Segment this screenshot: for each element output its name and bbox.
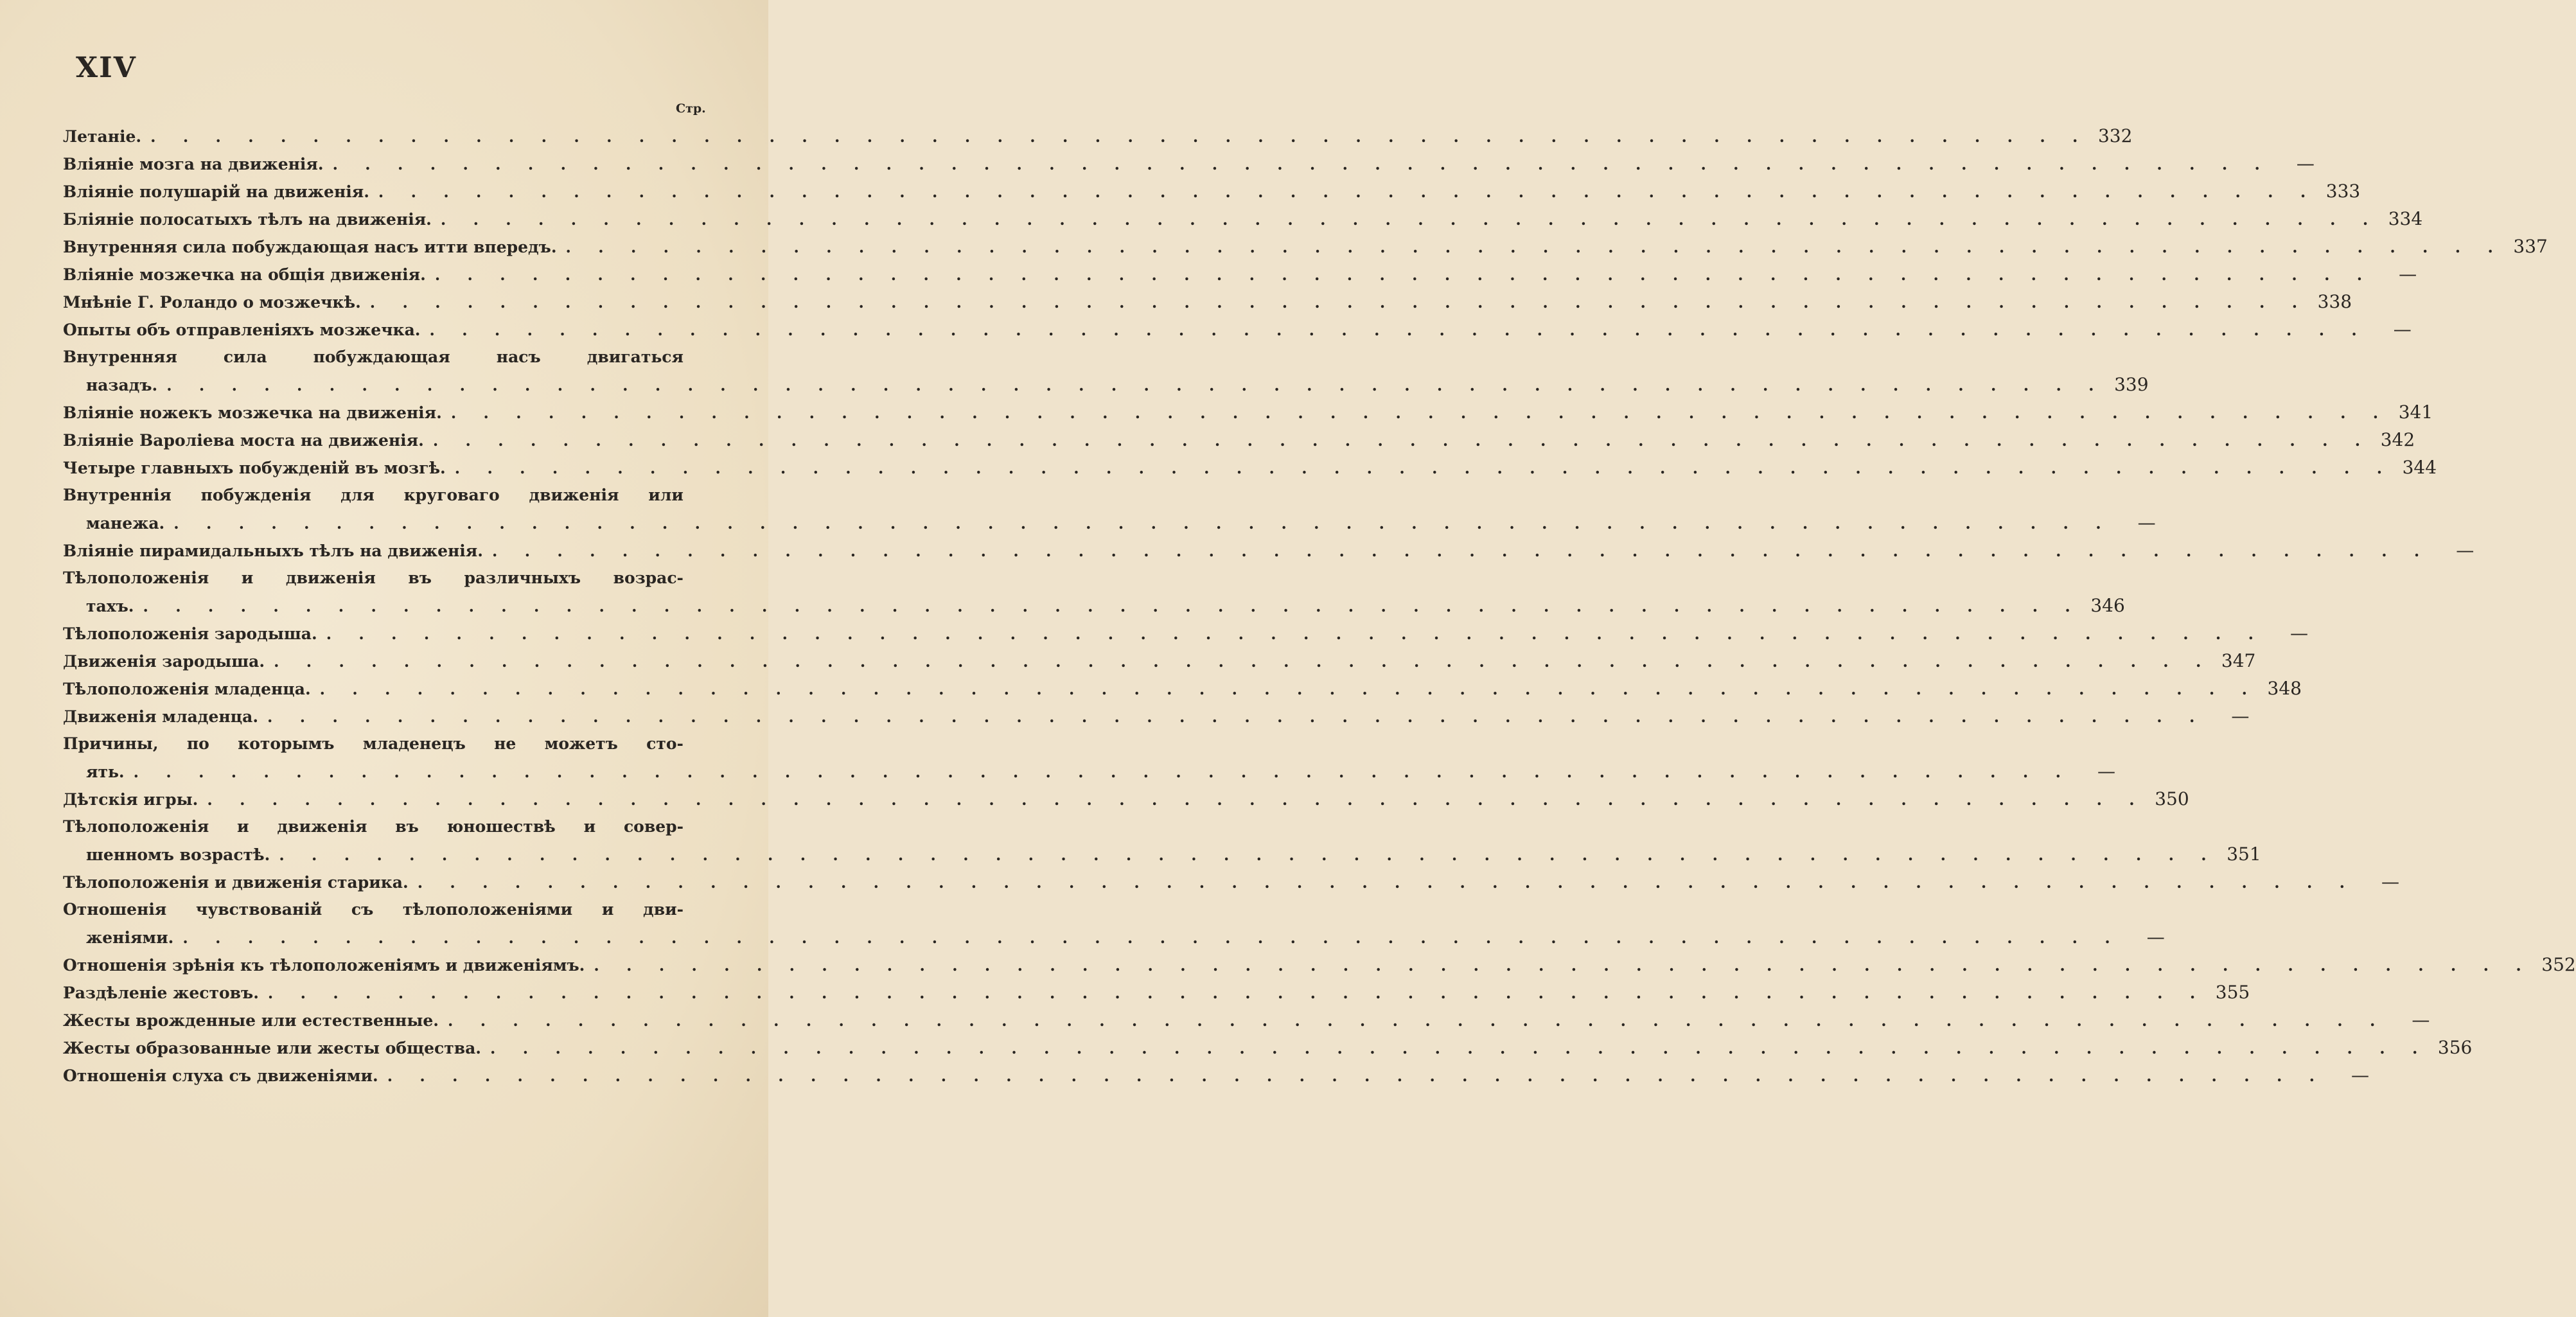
toc-entry-line [63, 868, 2400, 896]
toc-entry [63, 896, 2165, 951]
toc-entry-line [63, 343, 721, 371]
toc-entry [63, 233, 2548, 260]
toc-entry-word: и [601, 900, 614, 919]
toc-entry-line [63, 592, 2125, 619]
toc-page-number: 356 [2437, 1037, 2473, 1058]
toc-page-number: — [2399, 263, 2417, 285]
toc-entry-word: которымъ [238, 734, 335, 753]
toc-entry-title: Внутренняя сила побуждающая насъ итти впередъ. [63, 238, 557, 256]
toc-entry-title: Вліяніе мозга на движенія. [63, 155, 324, 173]
toc-entry-line [63, 951, 2576, 978]
toc-entry-line [63, 1061, 2370, 1089]
toc-entry-line [63, 426, 2415, 454]
toc-entry [63, 868, 2400, 896]
toc-entry-word: возрас- [613, 569, 684, 587]
toc-entry-line [63, 233, 2548, 260]
toc-entry-title: назадъ. [86, 376, 158, 394]
toc-entry-title: Опыты объ отправленіяхъ мозжечка. [63, 321, 421, 339]
toc-entry-line [63, 647, 2256, 675]
dot-leader: . . . . . . . . . . . . . . . . . . . . . . . . . . . . . . . . . . . . . . . . . . . . . . . . . . . . . . . . . . . . [440, 210, 2379, 229]
toc-entry-title: тахъ. [86, 597, 134, 615]
dot-leader: . . . . . . . . . . . . . . . . . . . . . . . . . . . . . . . . . . . . . . . . . . . . . . . . . . . . . . . . . . . . [448, 1011, 2386, 1030]
toc-entry [63, 398, 2433, 426]
toc-page-number: — [2231, 705, 2250, 727]
toc-entry-title: Движенія зародыша. [63, 652, 265, 671]
dot-leader: . . . . . . . . . . . . . . . . . . . . . . . . . . . . . . . . . . . . . . . . . . . . . . . . . . . . . . . . . . . . [143, 597, 2081, 615]
toc-entry-word: дви- [643, 900, 684, 919]
dot-leader: . . . . . . . . . . . . . . . . . . . . . . . . . . . . . . . . . . . . . . . . . . . . . . . . . . . . . . . . . . . . [319, 680, 2258, 698]
toc-entry-word: круговаго [403, 486, 500, 504]
toc-entry [63, 564, 2125, 619]
toc-entry [63, 702, 2250, 730]
toc-entry-title: Тѣлоположенія младенца. [63, 680, 311, 698]
page-number: XIV [76, 51, 137, 84]
toc-entry-line [63, 978, 2250, 1006]
toc-entry [63, 813, 2261, 868]
toc-page-number: — [2351, 1065, 2370, 1086]
toc-page-number: 348 [2267, 678, 2302, 699]
toc-entry-line [63, 205, 2423, 233]
toc-entry-line [63, 536, 2475, 564]
toc-entry-line [63, 840, 2261, 868]
toc-entry-word: движенія [277, 817, 367, 836]
dot-leader: . . . . . . . . . . . . . . . . . . . . . . . . . . . . . . . . . . . . . . . . . . . . . . . . . . . . . . . . . . . . [166, 376, 2105, 394]
toc-page-number: — [2146, 926, 2165, 948]
toc-entry-title: Вліяніе мозжечка на общія движенія. [63, 265, 426, 284]
toc-entry-word: по [186, 734, 209, 753]
toc-entry-title: Вліяніе полушарій на движенія. [63, 182, 369, 201]
toc-entry-word: въ [408, 569, 432, 587]
toc-entry-word: движенія [529, 486, 619, 504]
dot-leader: . . . . . . . . . . . . . . . . . . . . . . . . . . . . . . . . . . . . . . . . . . . . . . . . . . . . . . . . . . . . [274, 652, 2212, 671]
dot-leader: . . . . . . . . . . . . . . . . . . . . . . . . . . . . . . . . . . . . . . . . . . . . . . . . . . . . . . . . . . . . [133, 763, 2072, 781]
toc-entry-word: и [583, 817, 596, 836]
dot-leader: . . . . . . . . . . . . . . . . . . . . . . . . . . . . . . . . . . . . . . . . . . . . . . . . . . . . . . . . . . . . [267, 984, 2207, 1002]
toc-entry-title: Отношенія слуха съ движеніями. [63, 1066, 378, 1085]
toc-entry [63, 122, 2133, 150]
dot-leader: . . . . . . . . . . . . . . . . . . . . . . . . . . . . . . . . . . . . . . . . . . . . . . . . . . . . . . . . . . . . [454, 459, 2394, 477]
toc-entry [63, 536, 2475, 564]
toc-entry-word: не [494, 734, 516, 753]
toc-entry [63, 647, 2256, 675]
toc-entry-line [63, 454, 2437, 481]
toc-entry-line [63, 371, 2149, 398]
toc-entry [63, 730, 2115, 785]
toc-entry-title: Летаніе. [63, 127, 142, 146]
dot-leader: . . . . . . . . . . . . . . . . . . . . . . . . . . . . . . . . . . . . . . . . . . . . . . . . . . . . . . . . . . . . [267, 707, 2206, 726]
toc-entry [63, 951, 2576, 978]
dot-leader: . . . . . . . . . . . . . . . . . . . . . . . . . . . . . . . . . . . . . . . . . . . . . . . . . . . . . . . . . . . . [369, 293, 2309, 312]
toc-entry-title: Раздѣленіе жестовъ. [63, 984, 259, 1002]
toc-entry-word: различныхъ [464, 569, 581, 587]
toc-entry-line [63, 1034, 2473, 1061]
toc-page-number: 355 [2215, 982, 2250, 1003]
toc-entry-title: шенномъ возрастѣ. [86, 845, 270, 864]
dot-leader: . . . . . . . . . . . . . . . . . . . . . . . . . . . . . . . . . . . . . . . . . . . . . . . . . . . . . . . . . . . . [434, 265, 2374, 284]
table-of-contents [63, 122, 2576, 1089]
toc-entry-line [63, 702, 2250, 730]
toc-entry-title: Жесты врожденные или естественные. [63, 1011, 439, 1030]
toc-entry [63, 481, 2156, 536]
toc-entry-line [63, 730, 721, 757]
toc-entry-word: Внутренняя [63, 348, 177, 366]
toc-entry-word: для [340, 486, 375, 504]
toc-page-number: 344 [2402, 457, 2437, 478]
toc-page-number: 332 [2097, 125, 2133, 146]
toc-entry [63, 177, 2361, 205]
toc-entry-title: женіями. [86, 928, 174, 947]
toc-page-number: 334 [2388, 208, 2423, 229]
dot-leader: . . . . . . . . . . . . . . . . . . . . . . . . . . . . . . . . . . . . . . . . . . . . . . . . . . . . . . . . . . . . [326, 624, 2264, 643]
toc-entry-word: насъ [496, 348, 541, 366]
toc-entry [63, 619, 2308, 647]
toc-page-number: 333 [2325, 181, 2361, 202]
toc-entry-title: Отношенія зрѣнія къ тѣлоположеніямъ и движеніямъ. [63, 956, 585, 975]
dot-leader: . . . . . . . . . . . . . . . . . . . . . . . . . . . . . . . . . . . . . . . . . . . . . . . . . . . . . . . . . . . . [450, 403, 2390, 422]
toc-entry [63, 260, 2417, 288]
toc-entry-word: и [237, 817, 249, 836]
toc-entry-line [63, 481, 721, 509]
toc-entry [63, 426, 2415, 454]
toc-entry [63, 978, 2250, 1006]
toc-entry-line [63, 288, 2352, 315]
toc-entry [63, 288, 2352, 315]
toc-page-number: — [2290, 623, 2308, 644]
toc-entry-word: совер- [623, 817, 684, 836]
toc-entry [63, 1061, 2370, 1089]
toc-entry [63, 205, 2423, 233]
toc-entry-line [63, 564, 721, 592]
toc-entry-word: чувствованій [195, 900, 322, 919]
toc-entry-word: Тѣлоположенія [63, 817, 209, 836]
toc-page-number: 337 [2513, 236, 2548, 257]
toc-page-number: — [2393, 319, 2412, 340]
toc-entry-line [63, 619, 2308, 647]
toc-page-number: — [2412, 1009, 2430, 1030]
toc-entry-word: или [648, 486, 684, 504]
toc-entry-word: движенія [285, 569, 376, 587]
dot-leader: . . . . . . . . . . . . . . . . . . . . . . . . . . . . . . . . . . . . . . . . . . . . . . . . . . . . . . . . . . . . [150, 127, 2089, 146]
toc-page-number: — [2097, 761, 2115, 782]
toc-entry-word: Причины, [63, 734, 159, 753]
dot-leader: . . . . . . . . . . . . . . . . . . . . . . . . . . . . . . . . . . . . . . . . . . . . . . . . . . . . . . . . . . . . [491, 542, 2431, 560]
dot-leader: . . . . . . . . . . . . . . . . . . . . . . . . . . . . . . . . . . . . . . . . . . . . . . . . . . . . . . . . . . . . [182, 928, 2121, 947]
toc-entry-line [63, 757, 2115, 785]
toc-entry [63, 454, 2437, 481]
toc-entry-title: Тѣлоположенія зародыша. [63, 624, 317, 643]
dot-leader: . . . . . . . . . . . . . . . . . . . . . . . . . . . . . . . . . . . . . . . . . . . . . . . . . . . . . . . . . . . . [387, 1066, 2326, 1085]
toc-entry [63, 1006, 2430, 1034]
toc-entry-line [63, 398, 2433, 426]
toc-entry-line [63, 122, 2133, 150]
dot-leader: . . . . . . . . . . . . . . . . . . . . . . . . . . . . . . . . . . . . . . . . . . . . . . . . . . . . . . . . . . . . [173, 514, 2112, 533]
toc-entry-word: въ [395, 817, 419, 836]
dot-leader: . . . . . . . . . . . . . . . . . . . . . . . . . . . . . . . . . . . . . . . . . . . . . . . . . . . . . . . . . . . . [594, 956, 2532, 975]
toc-entry-word: побуждающая [313, 348, 450, 366]
toc-entry-line [63, 150, 2315, 177]
toc-entry-title: Вліяніе пирамидальныхъ тѣлъ на движенія. [63, 542, 483, 560]
toc-page-number: 346 [2090, 595, 2125, 616]
toc-entry-word: побужденія [200, 486, 312, 504]
toc-entry-word: можетъ [544, 734, 618, 753]
toc-page-number: 352 [2541, 954, 2576, 975]
toc-entry [63, 675, 2302, 702]
toc-entry [63, 150, 2315, 177]
toc-entry-word: и [241, 569, 254, 587]
page-column-label: Стр. [676, 102, 706, 116]
toc-entry-title: Четыре главныхъ побужденій въ мозгѣ. [63, 459, 446, 477]
toc-entry-title: манежа. [86, 514, 165, 533]
toc-page-number: — [2137, 512, 2156, 533]
dot-leader: . . . . . . . . . . . . . . . . . . . . . . . . . . . . . . . . . . . . . . . . . . . . . . . . . . . . . . . . . . . . [378, 182, 2317, 201]
toc-page-number: — [2296, 153, 2315, 174]
dot-leader: . . . . . . . . . . . . . . . . . . . . . . . . . . . . . . . . . . . . . . . . . . . . . . . . . . . . . . . . . . . . [490, 1039, 2429, 1057]
toc-entry [63, 1034, 2473, 1061]
toc-entry-title: Тѣлоположенія и движенія старика. [63, 873, 409, 892]
toc-entry [63, 785, 2189, 813]
toc-entry-title: Вліяніе ножекъ мозжечка на движенія. [63, 403, 442, 422]
toc-entry-title: ять. [86, 763, 125, 781]
dot-leader: . . . . . . . . . . . . . . . . . . . . . . . . . . . . . . . . . . . . . . . . . . . . . . . . . . . . . . . . . . . . [207, 790, 2146, 809]
toc-entry [63, 315, 2412, 343]
toc-page-number: — [2381, 871, 2400, 892]
toc-entry-word: Внутреннія [63, 486, 172, 504]
toc-entry-line [63, 1006, 2430, 1034]
toc-entry-word: сила [223, 348, 267, 366]
toc-entry [63, 343, 2149, 398]
toc-page-number: 341 [2398, 402, 2433, 423]
toc-entry-line [63, 923, 2165, 951]
toc-entry-word: тѣлоположеніями [402, 900, 573, 919]
toc-page-number: 347 [2221, 650, 2256, 671]
toc-entry-title: Жесты образованные или жесты общества. [63, 1039, 482, 1057]
toc-entry-line [63, 260, 2417, 288]
toc-entry-title: Вліяніе Вароліева моста на движенія. [63, 431, 424, 450]
toc-entry-word: сто- [646, 734, 684, 753]
toc-page-number: — [2456, 540, 2475, 561]
toc-entry-line [63, 813, 721, 840]
toc-entry-word: Отношенія [63, 900, 167, 919]
toc-entry-title: Движенія младенца. [63, 707, 259, 726]
toc-page-number: 338 [2317, 291, 2352, 312]
toc-page-number: 342 [2380, 429, 2415, 450]
dot-leader: . . . . . . . . . . . . . . . . . . . . . . . . . . . . . . . . . . . . . . . . . . . . . . . . . . . . . . . . . . . . [565, 238, 2504, 256]
toc-page-number: 339 [2114, 374, 2149, 395]
toc-entry-line [63, 315, 2412, 343]
toc-entry-word: Тѣлоположенія [63, 569, 209, 587]
toc-page-number: 350 [2155, 788, 2189, 809]
toc-entry-title: Мнѣніе Г. Роландо о мозжечкѣ. [63, 293, 361, 312]
toc-entry-word: юношествѣ [446, 817, 556, 836]
dot-leader: . . . . . . . . . . . . . . . . . . . . . . . . . . . . . . . . . . . . . . . . . . . . . . . . . . . . . . . . . . . . [279, 845, 2218, 864]
toc-entry-line [63, 675, 2302, 702]
toc-page-number: 351 [2227, 844, 2261, 865]
toc-entry-word: двигаться [587, 348, 684, 366]
toc-entry-word: младенецъ [362, 734, 466, 753]
toc-entry-title: Дѣтскія игры. [63, 790, 198, 809]
toc-entry-word: съ [351, 900, 374, 919]
toc-entry-line [63, 177, 2361, 205]
dot-leader: . . . . . . . . . . . . . . . . . . . . . . . . . . . . . . . . . . . . . . . . . . . . . . . . . . . . . . . . . . . . [332, 155, 2271, 173]
toc-entry-line [63, 509, 2156, 536]
dot-leader: . . . . . . . . . . . . . . . . . . . . . . . . . . . . . . . . . . . . . . . . . . . . . . . . . . . . . . . . . . . . [432, 431, 2372, 450]
toc-entry-title: Бліяніе полосатыхъ тѣлъ на движенія. [63, 210, 432, 229]
dot-leader: . . . . . . . . . . . . . . . . . . . . . . . . . . . . . . . . . . . . . . . . . . . . . . . . . . . . . . . . . . . . [429, 321, 2368, 339]
toc-entry-line [63, 896, 721, 923]
dot-leader: . . . . . . . . . . . . . . . . . . . . . . . . . . . . . . . . . . . . . . . . . . . . . . . . . . . . . . . . . . . . [417, 873, 2356, 892]
toc-entry-line [63, 785, 2189, 813]
